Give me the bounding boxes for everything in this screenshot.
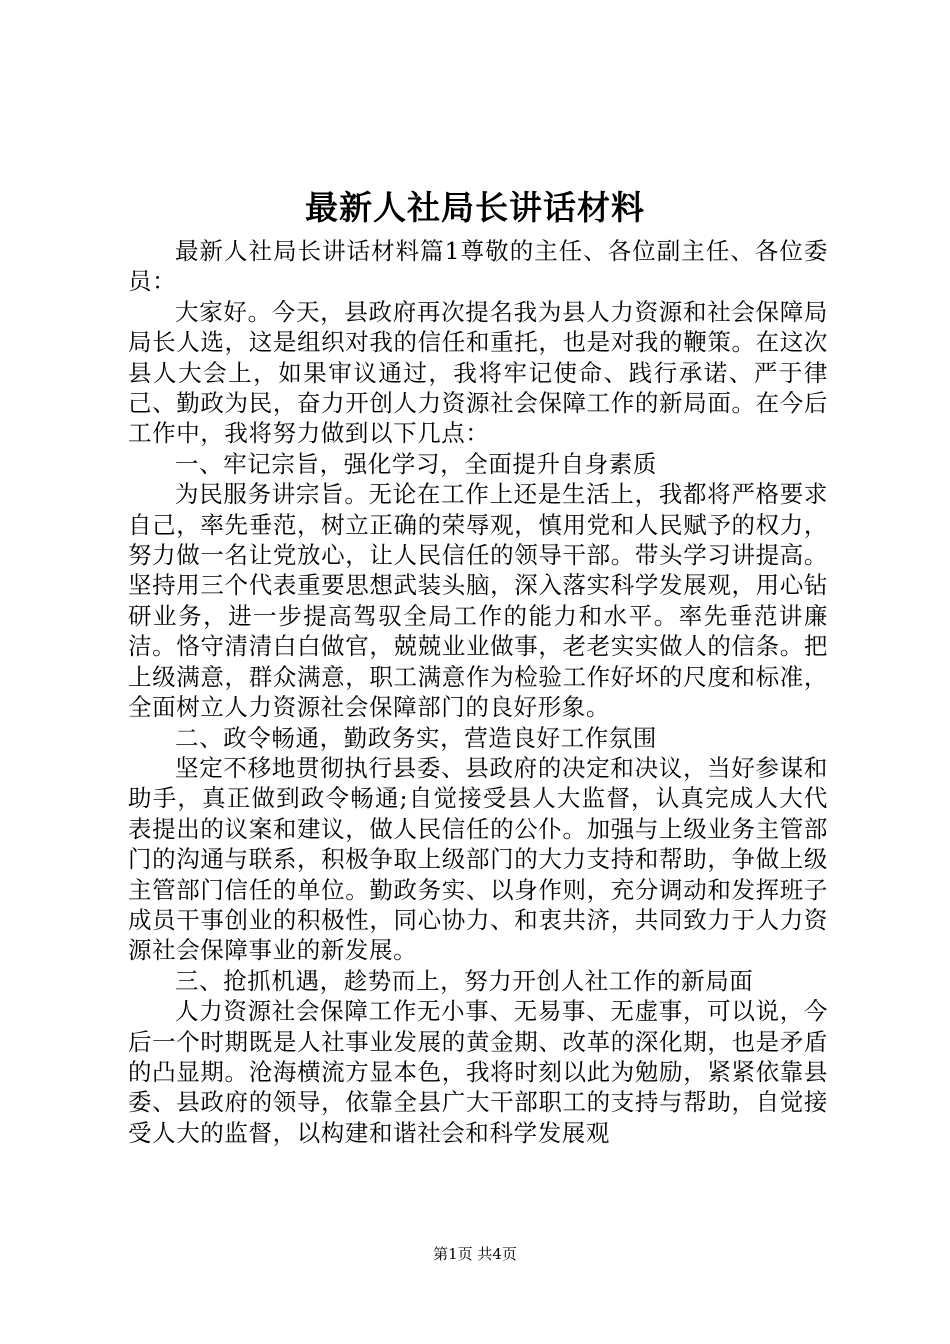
paragraph-section-1: 为民服务讲宗旨。无论在工作上还是生活上，我都将严格要求自己，率先垂范，树立正确的荣辱观，慎用党和人民赋予的权力，努力做一名让党放心，让人民信任的领导干部。带头学习讲提高。坚持用三个代表重要思想武装头脑，深入落实科学发展观，用心钻研业务，进一步提高驾驭全局工作的能力和水平。率先垂范讲廉洁。恪守清清白白做官，兢兢业业做事，老老实实做人的信条。把上级满意，群众满意，职工满意作为检验工作好坏的尺度和标准，全面树立人力资源社会保障部门的良好形象。 xyxy=(128,480,828,722)
paragraph-salutation: 最新人社局长讲话材料篇1尊敬的主任、各位副主任、各位委员： xyxy=(128,237,828,296)
section-heading-3: 三、抢抓机遇，趁势而上，努力开创人社工作的新局面 xyxy=(175,966,754,995)
page-footer: 第1页 共4页 xyxy=(433,1245,517,1263)
section-heading-1: 一、牢记宗旨，强化学习，全面提升自身素质 xyxy=(175,449,657,478)
paragraph-section-3: 人力资源社会保障工作无小事、无易事、无虚事，可以说，今后一个时期既是人社事业发展的黄金期、改革的深化期，也是矛盾的凸显期。沧海横流方显本色，我将时刻以此为勉励，紧紧依靠县委、县政府的领导，依靠全县广大干部职工的支持与帮助，自觉接受人大的监督，以构建和谐社会和科学发展观 xyxy=(128,997,828,1147)
document-body xyxy=(128,236,828,1148)
paragraph-section-2: 坚定不移地贯彻执行县委、县政府的决定和决议，当好参谋和助手，真正做到政令畅通;自觉接受县人大监督，认真完成人大代表提出的议案和建议，做人民信任的公仆。加强与上级业务主管部门的沟通与联系，积极争取上级部门的大力支持和帮助，争做上级主管部门信任的单位。勤政务实、以身作则，充分调动和发挥班子成员干事创业的积极性，同心协力、和衷共济，共同致力于人力资源社会保障事业的新发展。 xyxy=(128,753,828,965)
paragraph-intro: 大家好。今天，县政府再次提名我为县人力资源和社会保障局局长人选，这是组织对我的信任和重托，也是对我的鞭策。在这次县人大会上，如果审议通过，我将牢记使命、践行承诺、严于律己、勤政为民，奋力开创人力资源社会保障工作的新局面。在今后工作中，我将努力做到以下几点： xyxy=(128,297,828,448)
section-heading-2: 二、政令畅通，勤政务实，营造良好工作氛围 xyxy=(175,723,657,752)
document-title: 最新人社局长讲话材料 xyxy=(305,188,645,227)
